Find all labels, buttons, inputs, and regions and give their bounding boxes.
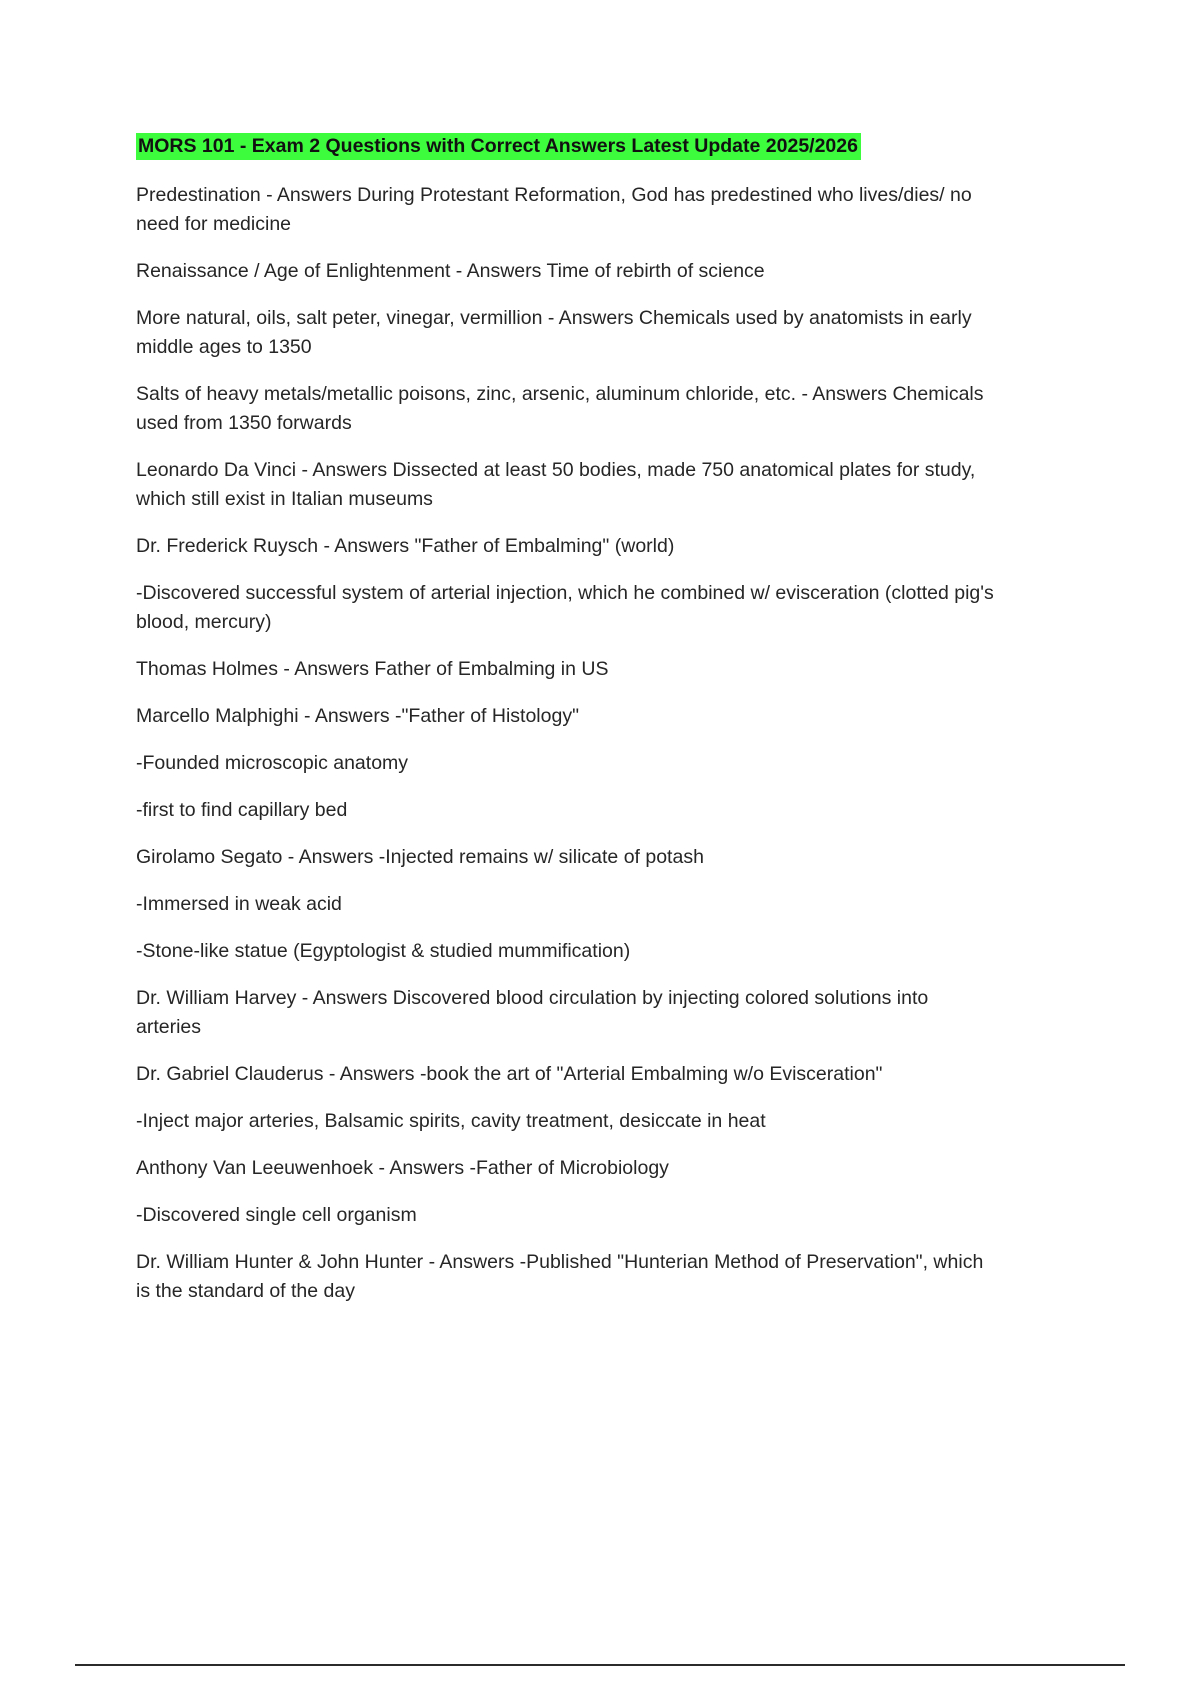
paragraph: Girolamo Segato - Answers -Injected remains w/ silicate of potash xyxy=(136,846,704,868)
paragraph: -first to find capillary bed xyxy=(136,799,348,821)
paragraph: -Immersed in weak acid xyxy=(136,893,342,915)
paragraph: Thomas Holmes - Answers Father of Embalming in US xyxy=(136,658,609,680)
paragraph: Predestination - Answers During Protestant Reformation, God has predestined who lives/dies/ no need for medicine xyxy=(136,184,972,235)
paragraph: -Founded microscopic anatomy xyxy=(136,752,409,774)
paragraph: Marcello Malphighi - Answers -"Father of Histology" xyxy=(136,705,580,727)
paragraph: Leonardo Da Vinci - Answers Dissected at least 50 bodies, made 750 anatomical plates for study, which still exist in Italian museums xyxy=(136,459,976,510)
paragraph: -Discovered successful system of arterial injection, which he combined w/ evisceration (clotted pig's blood, mercury) xyxy=(136,582,994,633)
footer-divider xyxy=(75,1664,1125,1666)
paragraph: -Discovered single cell organism xyxy=(136,1204,417,1226)
paragraph: More natural, oils, salt peter, vinegar, vermillion - Answers Chemicals used by anatomists in early middle ages to 1350 xyxy=(136,307,972,358)
paragraph: -Inject major arteries, Balsamic spirits, cavity treatment, desiccate in heat xyxy=(136,1110,766,1132)
paragraph: Dr. William Hunter & John Hunter - Answers -Published "Hunterian Method of Preservation", which is the standard of the day xyxy=(136,1251,984,1302)
paragraph: Dr. Frederick Ruysch - Answers "Father of Embalming" (world) xyxy=(136,535,675,557)
paragraph: Dr. William Harvey - Answers Discovered blood circulation by injecting colored solutions into arteries xyxy=(136,987,929,1038)
page-title xyxy=(136,133,1000,160)
paragraph: Renaissance / Age of Enlightenment - Answers Time of rebirth of science xyxy=(136,260,765,282)
page-title-highlight: MORS 101 - Exam 2 Questions with Correct Answers Latest Update 2025/2026 xyxy=(136,133,861,160)
paragraph: Dr. Gabriel Clauderus - Answers -book the art of "Arterial Embalming w/o Evisceration" xyxy=(136,1063,883,1085)
paragraph: -Stone-like statue (Egyptologist & studied mummification) xyxy=(136,940,631,962)
paragraph: Anthony Van Leeuwenhoek - Answers -Father of Microbiology xyxy=(136,1157,669,1179)
paragraph: Salts of heavy metals/metallic poisons, zinc, arsenic, aluminum chloride, etc. - Answers Chemicals used from 1350 forwards xyxy=(136,383,984,434)
